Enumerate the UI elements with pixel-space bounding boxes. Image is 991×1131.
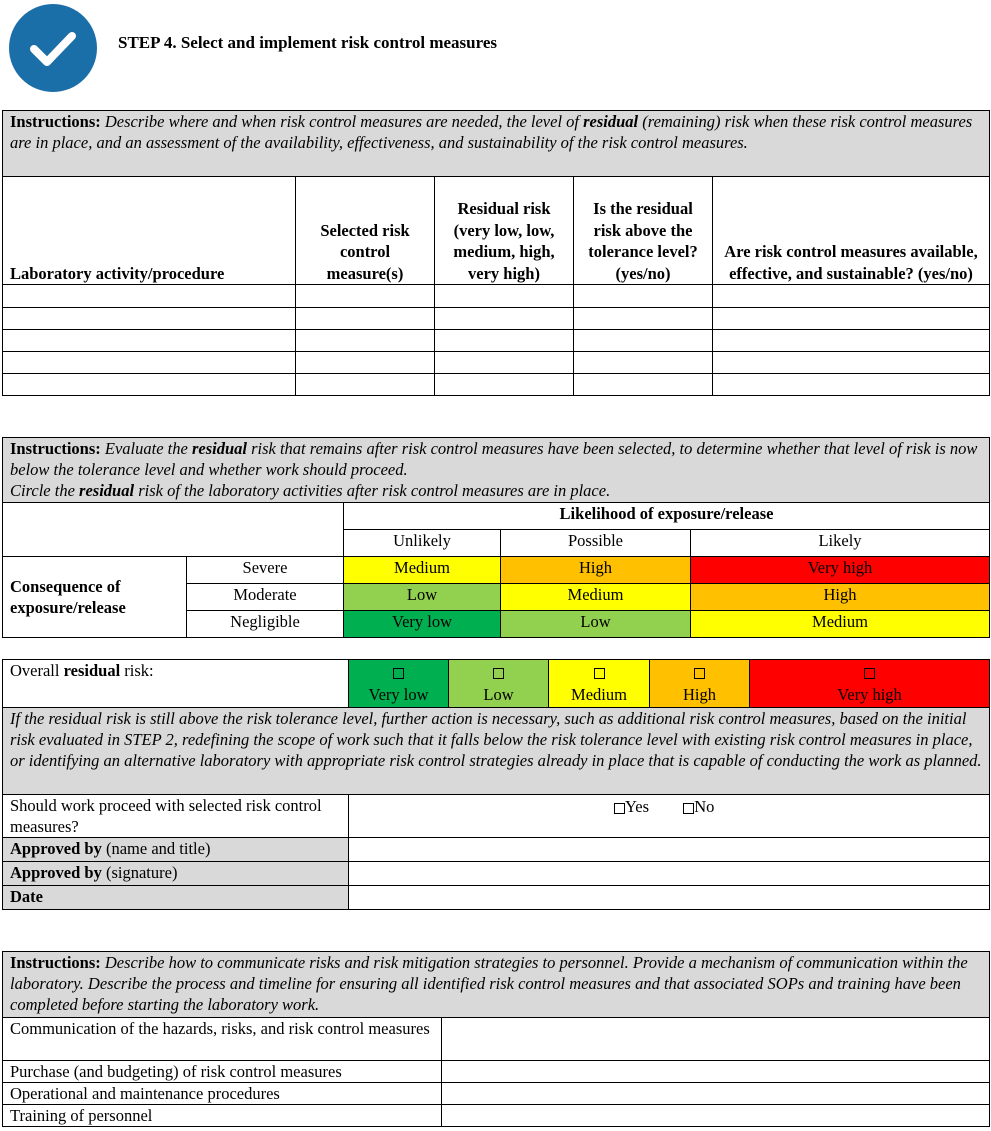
- table-cell[interactable]: [435, 330, 574, 352]
- table-cell[interactable]: [296, 285, 435, 308]
- table-cell[interactable]: [3, 374, 296, 396]
- section2-instructions: Instructions: Evaluate the residual risk that remains after risk control measures have been selected, to determine whether that level of risk is now below the tolerance level and whether work should proceed. Circle the residual risk of the laboratory activities after risk control measures are in place.: [3, 438, 990, 503]
- matrix-cell: High: [501, 557, 691, 584]
- checkbox-icon[interactable]: [393, 668, 404, 679]
- likelihood-possible: Possible: [501, 530, 691, 557]
- matrix-cell: High: [691, 584, 990, 611]
- section3-instructions: Instructions: Describe how to communicate risks and risk mitigation strategies to personnel. Provide a mechanism of communication within the laboratory. Describe the process and timeline for ensuring all identified risk control measures and that associated SOPs and training have been completed before starting the laboratory work.: [3, 952, 990, 1018]
- section1-instructions: Instructions: Describe where and when risk control measures are needed, the level of residual (remaining) risk when these risk control measures are in place, and an assessment of the availability, effectiveness, and sustainability of the risk control measures.: [3, 111, 990, 177]
- approved-name-field[interactable]: [349, 838, 990, 862]
- training-row-field[interactable]: [442, 1105, 990, 1127]
- table-cell[interactable]: [713, 308, 990, 330]
- consequence-label: Consequence of exposure/release: [3, 557, 187, 638]
- no-checkbox[interactable]: [683, 803, 694, 814]
- risk-control-table: [2, 110, 990, 396]
- checkbox-icon[interactable]: [864, 668, 875, 679]
- communication-row-field[interactable]: [442, 1018, 990, 1061]
- likelihood-label: Likelihood of exposure/release: [344, 503, 990, 530]
- overall-very-low-option[interactable]: Very low: [349, 660, 449, 708]
- maintenance-row-field[interactable]: [442, 1083, 990, 1105]
- checkmark-icon: [9, 4, 97, 92]
- table-cell[interactable]: [713, 285, 990, 308]
- overall-residual-table: [2, 659, 990, 910]
- table-cell[interactable]: [296, 374, 435, 396]
- overall-high-option[interactable]: High: [650, 660, 750, 708]
- table-cell[interactable]: [574, 374, 713, 396]
- maintenance-row-label: Operational and maintenance procedures: [3, 1083, 442, 1105]
- matrix-cell: Very high: [691, 557, 990, 584]
- table-cell[interactable]: [574, 285, 713, 308]
- likelihood-likely: Likely: [691, 530, 990, 557]
- overall-low-option[interactable]: Low: [449, 660, 549, 708]
- training-row-label: Training of personnel: [3, 1105, 442, 1127]
- matrix-cell: Medium: [501, 584, 691, 611]
- approved-signature-field[interactable]: [349, 862, 990, 886]
- checkbox-icon[interactable]: [493, 668, 504, 679]
- approved-signature-label: Approved by (signature): [3, 862, 349, 886]
- proceed-question: Should work proceed with selected risk control measures?: [3, 795, 349, 838]
- table-cell[interactable]: [435, 285, 574, 308]
- col-header-activity: Laboratory activity/procedure: [3, 177, 296, 285]
- checkbox-icon[interactable]: [594, 668, 605, 679]
- col-header-selected-measures: Selected risk control measure(s): [296, 177, 435, 285]
- table-cell[interactable]: [435, 374, 574, 396]
- page-title: STEP 4. Select and implement risk control measures: [118, 33, 498, 52]
- overall-residual-label: Overall residual risk:: [3, 660, 349, 708]
- likelihood-unlikely: Unlikely: [344, 530, 501, 557]
- no-label: No: [694, 797, 715, 816]
- col-header-residual-risk: Residual risk (very low, low, medium, high, very high): [435, 177, 574, 285]
- table-cell[interactable]: [713, 330, 990, 352]
- purchase-row-field[interactable]: [442, 1061, 990, 1083]
- communication-table: [2, 951, 990, 1127]
- table-cell[interactable]: [296, 352, 435, 374]
- approved-name-label: Approved by (name and title): [3, 838, 349, 862]
- table-cell[interactable]: [713, 352, 990, 374]
- col-header-available-effective: Are risk control measures available, effective, and sustainable? (yes/no): [713, 177, 990, 285]
- col-header-above-tolerance: Is the residual risk above the tolerance level? (yes/no): [574, 177, 713, 285]
- date-field[interactable]: [349, 886, 990, 910]
- matrix-cell: Medium: [691, 611, 990, 638]
- consequence-negligible: Negligible: [187, 611, 344, 638]
- checkbox-icon[interactable]: [694, 668, 705, 679]
- consequence-moderate: Moderate: [187, 584, 344, 611]
- table-cell[interactable]: [435, 352, 574, 374]
- matrix-cell: Medium: [344, 557, 501, 584]
- risk-matrix-table: [2, 437, 990, 638]
- table-cell[interactable]: [3, 308, 296, 330]
- purchase-row-label: Purchase (and budgeting) of risk control measures: [3, 1061, 442, 1083]
- table-cell[interactable]: [574, 330, 713, 352]
- matrix-cell: Low: [344, 584, 501, 611]
- overall-medium-option[interactable]: Medium: [549, 660, 650, 708]
- table-cell[interactable]: [3, 285, 296, 308]
- yes-checkbox[interactable]: [614, 803, 625, 814]
- consequence-severe: Severe: [187, 557, 344, 584]
- table-cell[interactable]: [574, 352, 713, 374]
- table-cell[interactable]: [3, 352, 296, 374]
- table-cell[interactable]: [296, 308, 435, 330]
- matrix-cell: Very low: [344, 611, 501, 638]
- table-cell[interactable]: [435, 308, 574, 330]
- proceed-answer: [349, 795, 990, 838]
- table-cell[interactable]: [296, 330, 435, 352]
- date-label: Date: [3, 886, 349, 910]
- matrix-cell: Low: [501, 611, 691, 638]
- overall-very-high-option[interactable]: Very high: [750, 660, 990, 708]
- further-action-note: If the residual risk is still above the risk tolerance level, further action is necessary, such as additional risk control measures, based on the initial risk evaluated in STEP 2, redefining the scope of work such that it falls below the risk tolerance level with existing risk control measures in place, or identifying an alternative laboratory with appropriate risk control strategies already in place that is capable of conducting the work as planned.: [3, 708, 990, 795]
- table-cell[interactable]: [574, 308, 713, 330]
- table-cell[interactable]: [713, 374, 990, 396]
- yes-label: Yes: [625, 797, 650, 816]
- communication-row-label: Communication of the hazards, risks, and risk control measures: [3, 1018, 442, 1061]
- table-cell[interactable]: [3, 330, 296, 352]
